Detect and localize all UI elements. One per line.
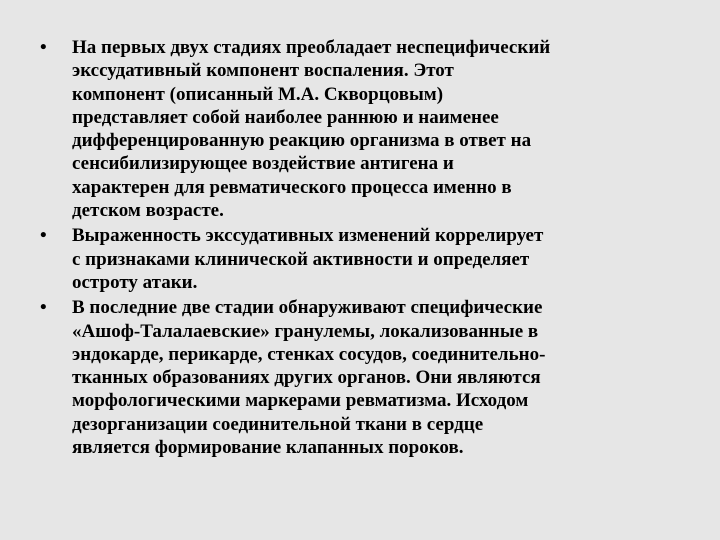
bullet-line: дезорганизации соединительной ткани в сердце: [72, 413, 484, 435]
bullet-list: [40, 36, 690, 461]
bullet-line: морфологическими маркерами ревматизма. Исходом: [72, 390, 529, 412]
bullet-line: представляет собой наиболее раннюю и наименее: [72, 106, 499, 128]
bullet-line: компонент (описанный М.А. Скворцовым): [72, 83, 444, 105]
bullet-line: «Ашоф-Талалаевские» гранулемы, локализованные в: [72, 320, 539, 342]
bullet-line: На первых двух стадиях преобладает неспецифический: [72, 37, 551, 58]
bullet-line: тканных образованиях других органов. Они являются: [72, 367, 541, 389]
bullet-line: детском возрасте.: [72, 200, 224, 222]
bullet-line: В последние две стадии обнаруживают специфические: [72, 297, 543, 319]
bullet-item: [40, 224, 690, 294]
bullet-line: остроту атаки.: [72, 271, 198, 293]
bullet-line: эндокарде, перикарде, стенках сосудов, соединительно-: [72, 343, 546, 365]
bullet-line: с признаками клинической активности и определяет: [72, 248, 530, 270]
bullet-line: дифференцированную реакцию организма в ответ на: [72, 130, 532, 152]
bullet-line: характерен для ревматического процесса именно в: [72, 176, 512, 198]
bullet-item: [40, 296, 690, 459]
bullet-line: Выраженность экссудативных изменений коррелирует: [72, 225, 544, 247]
bullet-item: [40, 36, 690, 222]
bullet-line: является формирование клапанных пороков.: [72, 437, 464, 459]
bullet-icon: •: [40, 225, 47, 247]
bullet-icon: •: [40, 37, 47, 58]
bullet-line: сенсибилизирующее воздействие антигена и: [72, 153, 454, 175]
bullet-icon: •: [40, 297, 47, 319]
bullet-line: экссудативный компонент воспаления. Этот: [72, 60, 454, 82]
